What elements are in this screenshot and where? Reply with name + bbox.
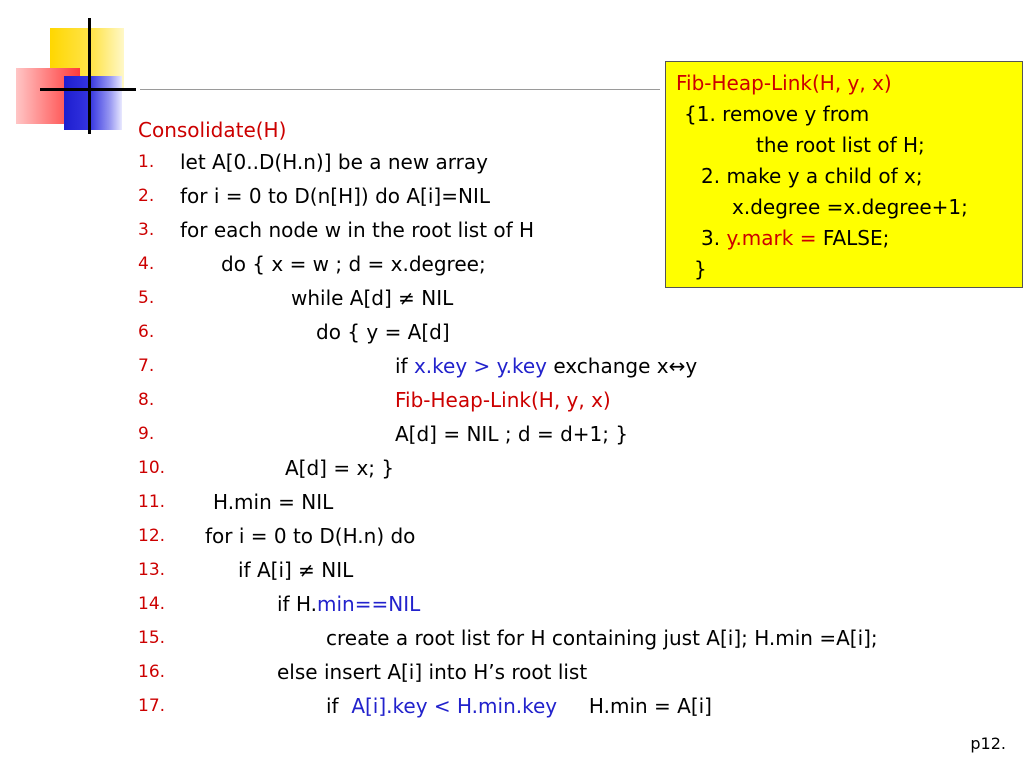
logo-vertical-line [88, 18, 91, 134]
line-text: for i = 0 to D(n[H]) do A[i]=NIL [180, 184, 490, 208]
line-text: for each node w in the root list of H [180, 218, 535, 242]
line-text: Fib-Heap-Link(H, y, x) [395, 388, 611, 412]
code-line-16 [0, 656, 1000, 688]
line-number: 6. [138, 322, 155, 342]
line-suffix: exchange x↔y [547, 354, 698, 378]
code-line-15 [0, 622, 1000, 654]
line-number: 5. [138, 288, 155, 308]
line-number: 12. [138, 526, 166, 546]
line-number: 16. [138, 662, 166, 682]
line-number: 4. [138, 254, 155, 274]
callout-step3 [701, 223, 889, 254]
code-line-13 [0, 554, 1000, 586]
line-text [326, 690, 712, 722]
highlighted-condition: A[i].key < H.min.key [351, 694, 558, 718]
callout-step3-mark: y.mark = [726, 226, 823, 250]
fib-heap-link-callout [665, 61, 1023, 288]
line-number: 10. [138, 458, 166, 478]
line-text: else insert A[i] into H’s root list [277, 660, 588, 684]
line-prefix: if H. [277, 592, 317, 616]
line-number: 2. [138, 186, 155, 206]
page-number: p12. [970, 734, 1006, 753]
code-line-12 [0, 520, 1000, 552]
callout-step3-number: 3. [701, 226, 727, 250]
line-suffix: H.min = A[i] [557, 694, 712, 718]
line-text: let A[0..D(H.n)] be a new array [180, 150, 488, 174]
callout-step3-value: FALSE; [822, 226, 890, 250]
line-number: 8. [138, 390, 155, 410]
line-text: A[d] = NIL ; d = d+1; } [395, 422, 629, 446]
code-line-17 [0, 690, 1000, 722]
code-line-14 [0, 588, 1000, 620]
line-prefix: if [326, 694, 352, 718]
callout-step1-line-a: {1. remove y from [684, 102, 870, 126]
line-text: A[d] = x; } [285, 456, 395, 480]
callout-title: Fib-Heap-Link(H, y, x) [676, 71, 892, 95]
line-text: do { y = A[d] [316, 320, 450, 344]
code-line-7 [0, 350, 1000, 382]
slide-logo-decoration [0, 0, 150, 140]
line-number: 14. [138, 594, 166, 614]
logo-blue-square [64, 76, 122, 130]
code-line-11 [0, 486, 1000, 518]
code-line-9 [0, 418, 1000, 450]
line-text [395, 350, 697, 382]
line-text: do { x = w ; d = x.degree; [221, 252, 486, 276]
code-line-10 [0, 452, 1000, 484]
line-text: create a root list for H containing just A[i]; H.min =A[i]; [326, 626, 878, 650]
callout-step2-line-a: 2. make y a child of x; [701, 164, 923, 188]
line-number: 7. [138, 356, 155, 376]
line-number: 17. [138, 696, 166, 716]
line-text: for i = 0 to D(H.n) do [205, 524, 416, 548]
line-text: H.min = NIL [213, 490, 334, 514]
highlighted-condition: x.key > y.key [413, 354, 547, 378]
line-text: if A[i] ≠ NIL [238, 558, 354, 582]
highlighted-condition: min==NIL [317, 592, 421, 616]
callout-close-brace: } [694, 257, 707, 281]
line-number: 15. [138, 628, 166, 648]
line-text [277, 588, 420, 620]
line-number: 13. [138, 560, 166, 580]
line-prefix: if [395, 354, 414, 378]
line-number: 11. [138, 492, 166, 512]
line-number: 9. [138, 424, 155, 444]
line-number: 1. [138, 152, 155, 172]
callout-step2-line-b: x.degree =x.degree+1; [732, 195, 968, 219]
callout-step1-line-b: the root list of H; [756, 133, 925, 157]
code-line-8 [0, 384, 1000, 416]
line-text: while A[d] ≠ NIL [291, 286, 454, 310]
logo-horizontal-line [40, 88, 136, 91]
algorithm-title: Consolidate(H) [138, 118, 287, 142]
line-number: 3. [138, 220, 155, 240]
title-rule [140, 89, 660, 90]
code-line-6 [0, 316, 1000, 348]
